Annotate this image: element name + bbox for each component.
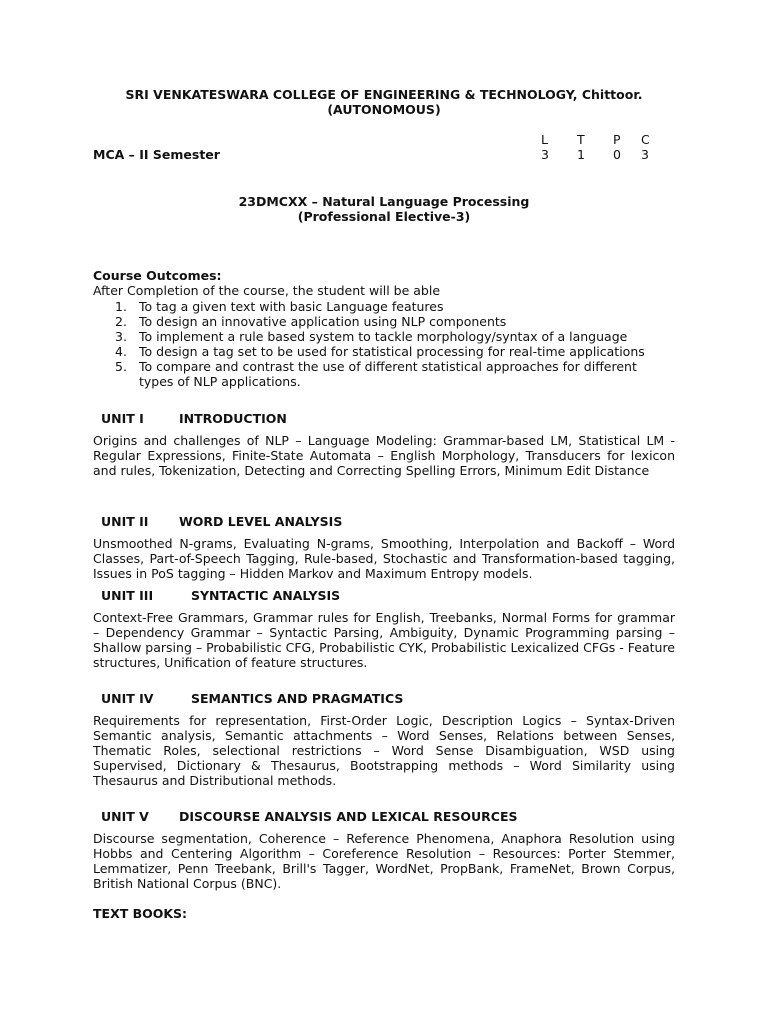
outcome-number: 1.: [115, 299, 127, 314]
unit-3-title: SYNTACTIC ANALYSIS: [191, 588, 341, 603]
outcome-item: [93, 329, 675, 344]
outcomes-heading: Course Outcomes:: [93, 268, 222, 283]
outcomes-list: [93, 299, 675, 389]
outcome-item: [93, 344, 675, 359]
unit-2-number: UNIT II: [101, 514, 149, 529]
unit-5-title: DISCOURSE ANALYSIS AND LEXICAL RESOURCES: [179, 809, 518, 824]
outcome-item: [93, 314, 675, 329]
outcome-item: [93, 359, 675, 389]
unit-1-number: UNIT I: [101, 411, 144, 426]
outcome-text: To design a tag set to be used for statistical processing for real-time applications: [139, 344, 645, 359]
ltpc-value-p: 0: [613, 147, 621, 162]
outcomes-intro: After Completion of the course, the student will be able: [93, 283, 441, 298]
ltpc-label-l: L: [541, 132, 548, 147]
ltpc-label-t: T: [577, 132, 585, 147]
unit-3-number: UNIT III: [101, 588, 154, 603]
ltpc-value-l: 3: [541, 147, 549, 162]
unit-4-body: Requirements for representation, First-Order Logic, Description Logics – Syntax-Driven Semantic analysis, Semantic attachments – Word Senses, Relations between Senses, Thematic Roles, selectional restrictions – Word Sense Disambiguation, WSD using Supervised, Dictionary & Thesaurus, Bootstrapping methods – Word Similarity using Thesaurus and Distributional methods.: [93, 713, 675, 788]
outcome-number: 2.: [115, 314, 127, 329]
unit-5-number: UNIT V: [101, 809, 149, 824]
outcome-text: To tag a given text with basic Language features: [139, 299, 444, 314]
outcome-number: 3.: [115, 329, 127, 344]
outcome-text: To implement a rule based system to tackle morphology/syntax of a language: [139, 329, 628, 344]
ltpc-value-t: 1: [577, 147, 585, 162]
unit-1-title: INTRODUCTION: [179, 411, 287, 426]
text-books-heading: TEXT BOOKS:: [93, 906, 188, 921]
course-elective: (Professional Elective-3): [297, 209, 471, 224]
unit-2-title: WORD LEVEL ANALYSIS: [179, 514, 343, 529]
course-title: 23DMCXX – Natural Language Processing: [238, 194, 530, 209]
ltpc-value-c: 3: [641, 147, 649, 162]
outcome-text: To design an innovative application using NLP components: [139, 314, 507, 329]
outcome-number: 4.: [115, 344, 127, 359]
unit-1-body: Origins and challenges of NLP – Language Modeling: Grammar-based LM, Statistical LM - Regular Expressions, Finite-State Automata – English Morphology, Transducers for lexicon and rules, Tokenization, Detecting and Correcting Spelling Errors, Minimum Edit Distance: [93, 433, 675, 478]
ltpc-label-p: P: [613, 132, 621, 147]
unit-5-body: Discourse segmentation, Coherence – Reference Phenomena, Anaphora Resolution using Hobbs and Centering Algorithm – Coreference Resolution – Resources: Porter Stemmer, Lemmatizer, Penn Treebank, Brill's Tagger, WordNet, PropBank, FrameNet, Brown Corpus, British National Corpus (BNC).: [93, 831, 675, 891]
unit-3-body: Context-Free Grammars, Grammar rules for English, Treebanks, Normal Forms for grammar – Dependency Grammar – Syntactic Parsing, Ambiguity, Dynamic Programming parsing – Shallow parsing – Probabilistic CFG, Probabilistic CYK, Probabilistic Lexicalized CFGs - Feature structures, Unification of feature structures.: [93, 610, 675, 670]
autonomous-label: (AUTONOMOUS): [327, 102, 441, 117]
outcome-item: [93, 299, 675, 314]
unit-2-body: Unsmoothed N-grams, Evaluating N-grams, Smoothing, Interpolation and Backoff – Word Classes, Part-of-Speech Tagging, Rule-based, Stochastic and Transformation-based tagging, Issues in PoS tagging – Hidden Markov and Maximum Entropy models.: [93, 536, 675, 581]
ltpc-label-c: C: [641, 132, 650, 147]
outcome-text: To compare and contrast the use of different statistical approaches for different types of NLP applications.: [139, 359, 637, 389]
semester-label: MCA – II Semester: [93, 147, 220, 162]
unit-4-title: SEMANTICS AND PRAGMATICS: [191, 691, 404, 706]
unit-4-number: UNIT IV: [101, 691, 154, 706]
outcome-number: 5.: [115, 359, 127, 374]
college-name: SRI VENKATESWARA COLLEGE OF ENGINEERING & TECHNOLOGY, Chittoor.: [125, 87, 643, 102]
